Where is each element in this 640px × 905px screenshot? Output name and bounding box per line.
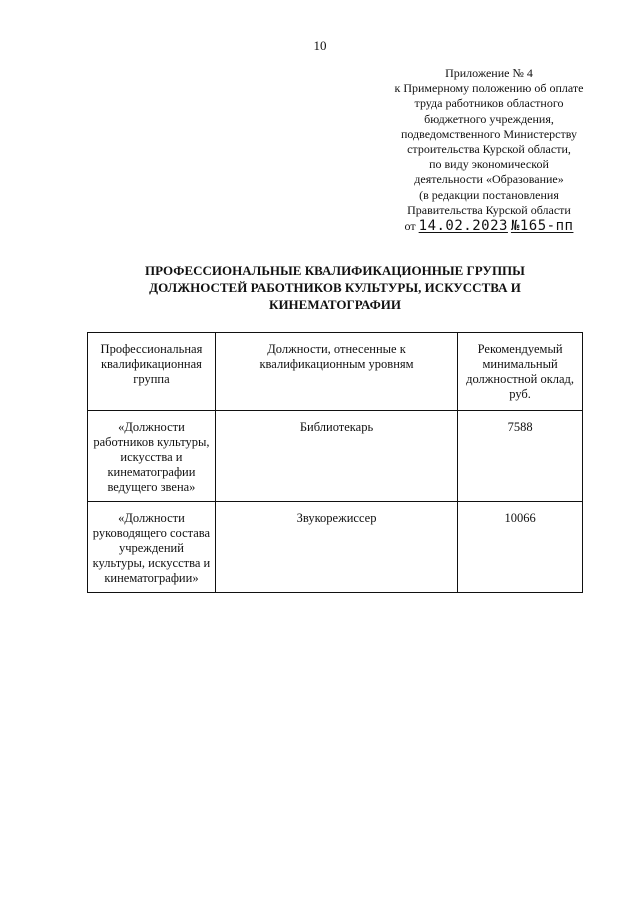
appendix-line: строительства Курской области, xyxy=(407,142,571,157)
appendix-line: к Примерному положению об оплате xyxy=(394,81,584,96)
decree-date: 14.02.2023 xyxy=(418,218,508,235)
group-cell: «Должности работников культуры, искусства и кинематографии ведущего звена» xyxy=(88,411,216,502)
group-cell: «Должности руководящего состава учреждений культуры, искусства и кинематографии» xyxy=(88,502,216,593)
header-group: Профессиональная квалификационная группа xyxy=(88,333,216,411)
position-cell: Звукорежиссер xyxy=(215,502,457,593)
appendix-header xyxy=(372,66,606,234)
appendix-line: деятельности «Образование» xyxy=(414,172,564,187)
header-positions: Должности, отнесенные к квалификационным уровням xyxy=(215,333,457,411)
page-number: 10 xyxy=(313,38,327,53)
appendix-line: (в редакции постановления xyxy=(419,187,559,202)
salary-table xyxy=(87,332,583,593)
appendix-line: Приложение № 4 xyxy=(445,66,533,80)
appendix-line: бюджетного учреждения, xyxy=(424,111,554,126)
document-title: ПРОФЕССИОНАЛЬНЫЕ КВАЛИФИКАЦИОННЫЕ ГРУППЫ ДОЛЖНОСТЕЙ РАБОТНИКОВ КУЛЬТУРЫ, ИСКУССТВА И КИНЕМАТОГРАФИИ xyxy=(145,263,525,312)
table-row xyxy=(88,502,583,593)
salary-cell: 10066 xyxy=(458,502,583,593)
appendix-line: Правительства Курской области xyxy=(407,202,571,217)
header-salary: Рекомендуемый минимальный должностной оклад, руб. xyxy=(458,333,583,411)
date-prefix: от xyxy=(404,219,416,234)
appendix-line: по виду экономической xyxy=(429,157,549,172)
decree-number: №165-пп xyxy=(510,218,574,235)
table-header-row xyxy=(88,333,583,411)
table-row xyxy=(88,411,583,502)
decree-date-line xyxy=(372,219,606,234)
salary-cell: 7588 xyxy=(458,411,583,502)
appendix-line: труда работников областного xyxy=(414,96,564,111)
appendix-line: подведомственного Министерству xyxy=(400,126,578,141)
position-cell: Библиотекарь xyxy=(215,411,457,502)
